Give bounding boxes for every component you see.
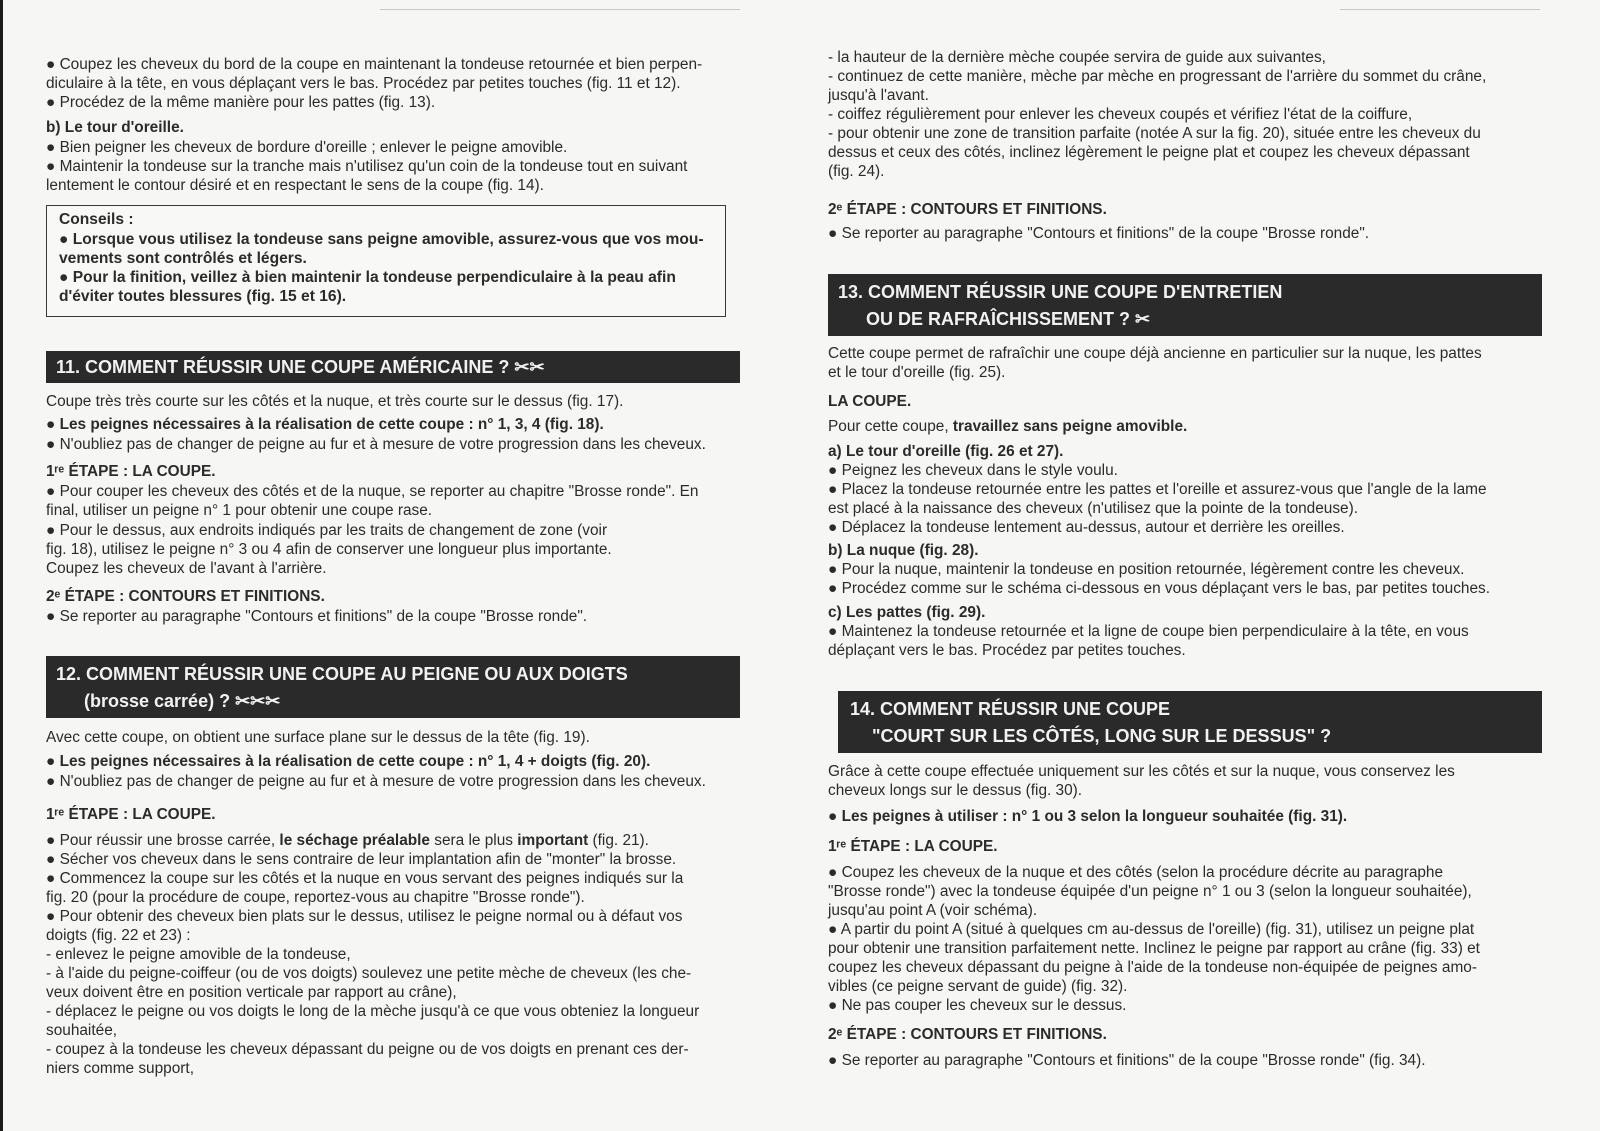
advice-box <box>46 205 726 317</box>
text-line: "Brosse ronde") avec la tondeuse équipée d'un peigne n° 1 ou 3 (selon la longueur souhaitée), <box>828 883 1472 900</box>
text-line: ● Maintenir la tondeuse sur la tranche mais n'utilisez qu'un coin de la tondeuse tout en suivant <box>46 158 688 175</box>
text-line: ● Les peignes nécessaires à la réalisation de cette coupe : n° 1, 3, 4 (fig. 18). <box>46 416 604 433</box>
text-line: ● Maintenez la tondeuse retournée et la ligne de coupe bien perpendiculaire à la tête, en vous <box>828 623 1469 640</box>
text-line: - continuez de cette manière, mèche par mèche en progressant de l'arrière du sommet du crâne, <box>828 68 1487 85</box>
text-line: cheveux longs sur le dessus (fig. 30). <box>828 782 1083 799</box>
text-line: - coiffez régulièrement pour enlever les cheveux coupés et vérifiez l'état de la coiffure, <box>828 106 1413 123</box>
section-title-line-1: 12. COMMENT RÉUSSIR UNE COUPE AU PEIGNE OU AUX DOIGTS <box>56 664 628 684</box>
text-line: ● N'oubliez pas de changer de peigne au fur et à mesure de votre progression dans les cheveux. <box>46 773 706 790</box>
text-line: ● Les peignes à utiliser : n° 1 ou 3 selon la longueur souhaitée (fig. 31). <box>828 808 1348 825</box>
section-title-line-2: (brosse carrée) ? ✂✂✂ <box>84 691 281 711</box>
subsection-title: LA COUPE. <box>828 393 912 410</box>
text-line: déplaçant vers le bas. Procédez par petites touches. <box>828 642 1186 659</box>
text-line: - enlevez le peigne amovible de la tondeuse, <box>46 946 351 963</box>
text-run-bold: travaillez sans peigne amovible. <box>952 418 1188 435</box>
text-run: sera le plus <box>430 832 518 849</box>
text-line: ● N'oubliez pas de changer de peigne au fur et à mesure de votre progression dans les cheveux. <box>46 436 706 453</box>
text-line: diculaire à la tête, en vous déplaçant vers le bas. Procédez par petites touches (fig. 11 et 12). <box>46 75 681 92</box>
text-line: jusqu'au point A (voir schéma). <box>828 902 1038 919</box>
advice-line: vements sont contrôlés et légers. <box>59 250 307 267</box>
subsection-title: b) Le tour d'oreille. <box>46 119 184 136</box>
text-line: (fig. 24). <box>828 163 885 180</box>
advice-title: Conseils : <box>59 211 134 228</box>
section-title-line-1: 13. COMMENT RÉUSSIR UNE COUPE D'ENTRETIEN <box>838 282 1283 302</box>
top-rule-right <box>1340 9 1540 10</box>
text-line: vibles (ce peigne servant de guide) (fig. 32). <box>828 978 1128 995</box>
section-13-header <box>828 274 1542 336</box>
text-line: ● Bien peigner les cheveux de bordure d'oreille ; enlever le peigne amovible. <box>46 139 568 156</box>
text-line: lentement le contour désiré et en respectant le sens de la coupe (fig. 14). <box>46 177 544 194</box>
text-line: - coupez à la tondeuse les cheveux dépassant du peigne ou de vos doigts en prenant ces der- <box>46 1041 689 1058</box>
text-line: ● Coupez les cheveux de la nuque et des côtés (selon la procédure décrite au paragraphe <box>828 864 1444 881</box>
text-line <box>828 417 1187 436</box>
text-run: (fig. 21). <box>588 832 649 849</box>
text-line: - pour obtenir une zone de transition parfaite (notée A sur la fig. 20), située entre les cheveux du <box>828 125 1481 142</box>
section-title-line-1: 14. COMMENT RÉUSSIR UNE COUPE <box>850 699 1171 719</box>
text-line: ● Pour la nuque, maintenir la tondeuse en position retournée, légèrement contre les cheveux. <box>828 561 1465 578</box>
text-line: ● Ne pas couper les cheveux sur le dessus. <box>828 997 1127 1014</box>
text-line: ● Se reporter au paragraphe "Contours et finitions" de la coupe "Brosse ronde". <box>828 225 1370 242</box>
text-line <box>46 831 649 850</box>
text-line: ● Peignez les cheveux dans le style voulu. <box>828 462 1118 479</box>
advice-line: d'éviter toutes blessures (fig. 15 et 16). <box>59 288 347 305</box>
text-line: ● Placez la tondeuse retournée entre les pattes et l'oreille et assurez-vous que l'angle de la lame <box>828 481 1487 498</box>
section-11-header <box>46 351 740 383</box>
subsection-title: c) Les pattes (fig. 29). <box>828 604 986 621</box>
step-title: 1ʳᵉ ÉTAPE : LA COUPE. <box>46 463 216 480</box>
text-line: veux doivent être en position verticale par rapport au crâne), <box>46 984 457 1001</box>
text-line: fig. 18), utilisez le peigne n° 3 ou 4 afin de conserver une longueur plus importante. <box>46 541 612 558</box>
text-line: ● Pour obtenir des cheveux bien plats sur le dessus, utilisez le peigne normal ou à défaut vos <box>46 908 683 925</box>
text-line: ● Commencez la coupe sur les côtés et la nuque en vous servant des peignes indiqués sur la <box>46 870 684 887</box>
text-line: et le tour d'oreille (fig. 25). <box>828 364 1006 381</box>
section-title: 11. COMMENT RÉUSSIR UNE COUPE AMÉRICAINE ? ✂✂ <box>56 357 545 377</box>
advice-line: ● Lorsque vous utilisez la tondeuse sans peigne amovible, assurez-vous que vos mou- <box>59 231 704 248</box>
text-line: ● Les peignes nécessaires à la réalisation de cette coupe : n° 1, 4 + doigts (fig. 20). <box>46 753 651 770</box>
text-line: souhaitée, <box>46 1022 118 1039</box>
text-line: - déplacez le peigne ou vos doigts le long de la mèche jusqu'à ce que vous obteniez la longueur <box>46 1003 700 1020</box>
step-title: 1ʳᵉ ÉTAPE : LA COUPE. <box>46 806 216 823</box>
text-line: final, utiliser un peigne n° 1 pour obtenir une coupe rase. <box>46 502 433 519</box>
top-rule-left <box>380 9 740 10</box>
text-run: Pour cette coupe, <box>828 418 953 435</box>
text-line: pour obtenir une transition parfaitement nette. Inclinez le peigne par rapport au crâne (fig. 33) et <box>828 940 1480 957</box>
text-line: fig. 20 (pour la procédure de coupe, reportez-vous au chapitre "Brosse ronde"). <box>46 889 585 906</box>
text-run: ● Pour réussir une brosse carrée, <box>46 832 280 849</box>
text-line: Cette coupe permet de rafraîchir une coupe déjà ancienne en particulier sur la nuque, les pattes <box>828 345 1482 362</box>
step-title: 2ᵉ ÉTAPE : CONTOURS ET FINITIONS. <box>828 201 1107 218</box>
text-line: ● A partir du point A (situé à quelques cm au-dessus de l'oreille) (fig. 31), utilisez un peigne plat <box>828 921 1475 938</box>
text-line: dessus et ceux des côtés, inclinez légèrement le peigne plat et coupez les cheveux dépassant <box>828 144 1470 161</box>
text-line: ● Pour couper les cheveux des côtés et de la nuque, se reporter au chapitre "Brosse ronde". En <box>46 483 699 500</box>
section-title-line-2: "COURT SUR LES CÔTÉS, LONG SUR LE DESSUS" ? <box>872 726 1332 746</box>
step-title: 1ʳᵉ ÉTAPE : LA COUPE. <box>828 838 998 855</box>
section-14-header <box>838 691 1542 753</box>
text-line: ● Coupez les cheveux du bord de la coupe en maintenant la tondeuse retournée et bien perpen- <box>46 56 703 73</box>
step-title: 2ᵉ ÉTAPE : CONTOURS ET FINITIONS. <box>46 588 325 605</box>
text-line: ● Sécher vos cheveux dans le sens contraire de leur implantation afin de "monter" la brosse. <box>46 851 677 868</box>
text-line: ● Pour le dessus, aux endroits indiqués par les traits de changement de zone (voir <box>46 522 608 539</box>
text-run-bold: important <box>517 832 589 849</box>
step-title: 2ᵉ ÉTAPE : CONTOURS ET FINITIONS. <box>828 1026 1107 1043</box>
subsection-title: b) La nuque (fig. 28). <box>828 542 979 559</box>
subsection-title: a) Le tour d'oreille (fig. 26 et 27). <box>828 443 1064 460</box>
advice-line: ● Pour la finition, veillez à bien maintenir la tondeuse perpendiculaire à la peau afin <box>59 269 676 286</box>
text-line: niers comme support, <box>46 1060 194 1077</box>
text-line: coupez les cheveux dépassant du peigne à l'aide de la tondeuse non-équipée de peignes amo- <box>828 959 1477 976</box>
text-line: jusqu'à l'avant. <box>828 87 929 104</box>
section-title-line-2: OU DE RAFRAÎCHISSEMENT ? ✂ <box>866 309 1151 329</box>
text-line: ● Se reporter au paragraphe "Contours et finitions" de la coupe "Brosse ronde". <box>46 608 588 625</box>
text-line: Avec cette coupe, on obtient une surface plane sur le dessus de la tête (fig. 19). <box>46 729 590 746</box>
text-line: Grâce à cette coupe effectuée uniquement sur les côtés et sur la nuque, vous conservez les <box>828 763 1455 780</box>
text-line: est placé à la naissance des cheveux (n'utilisez que la pointe de la tondeuse). <box>828 500 1358 517</box>
text-line: Coupe très très courte sur les côtés et la nuque, et très courte sur le dessus (fig. 17). <box>46 393 624 410</box>
text-line: doigts (fig. 22 et 23) : <box>46 927 191 944</box>
section-12-header <box>46 656 740 718</box>
text-line: ● Procédez de la même manière pour les pattes (fig. 13). <box>46 94 436 111</box>
text-line: ● Procédez comme sur le schéma ci-dessous en vous déplaçant vers le bas, par petites touches. <box>828 580 1491 597</box>
text-line: - à l'aide du peigne-coiffeur (ou de vos doigts) soulevez une petite mèche de cheveux (les che- <box>46 965 692 982</box>
text-line: - la hauteur de la dernière mèche coupée servira de guide aux suivantes, <box>828 49 1326 66</box>
text-run-bold: le séchage préalable <box>279 832 430 849</box>
text-line: Coupez les cheveux de l'avant à l'arrière. <box>46 560 327 577</box>
text-line: ● Déplacez la tondeuse lentement au-dessus, autour et derrière les oreilles. <box>828 519 1345 536</box>
page-edge <box>0 0 3 1131</box>
text-line: ● Se reporter au paragraphe "Contours et finitions" de la coupe "Brosse ronde" (fig. 34). <box>828 1052 1426 1069</box>
